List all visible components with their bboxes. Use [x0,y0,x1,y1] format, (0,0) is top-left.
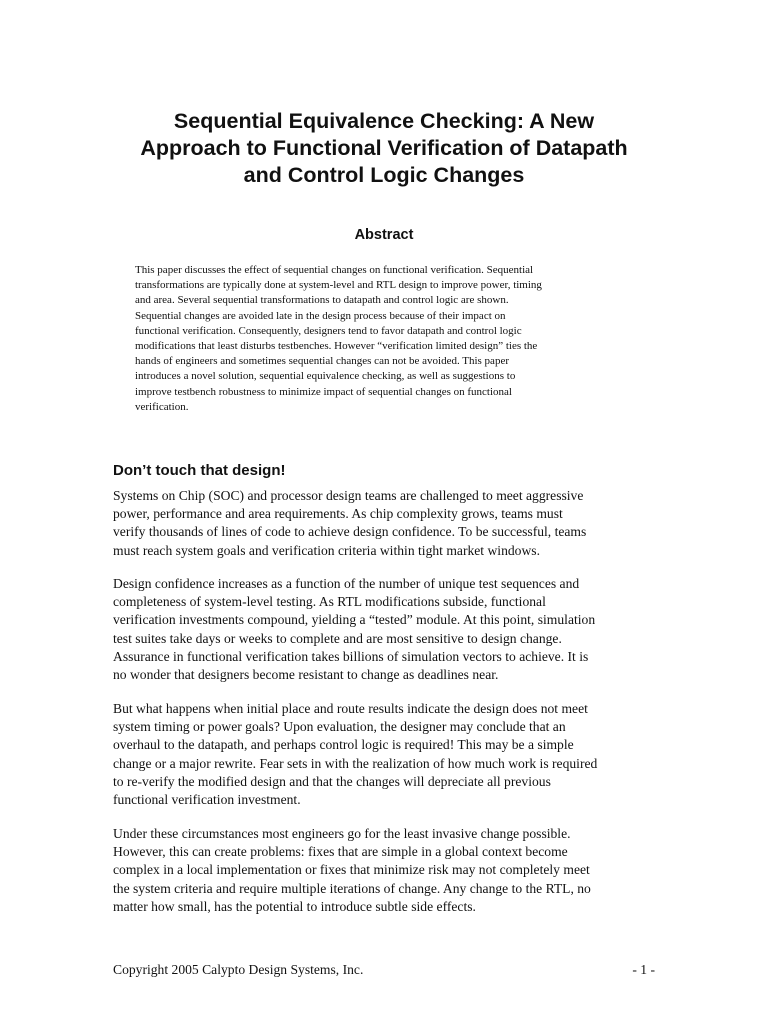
paragraph-line: However, this can create problems: fixes that are simple in a global context become [113,844,568,860]
paragraph-line: matter how small, has the potential to introduce subtle side effects. [113,898,476,914]
paragraph-line: Design confidence increases as a function of the number of unique test sequences and [113,576,580,591]
paragraph-line: Systems on Chip (SOC) and processor design teams are challenged to meet aggressive [113,488,584,503]
abstract-line: Sequential changes are avoided late in the design process because of their impact on [135,309,506,322]
paragraph-line: overhaul to the datapath, and perhaps control logic is required! This may be a simple [113,737,574,753]
paragraph-line: verify thousands of lines of code to achieve design confidence. To be successful, teams [113,524,587,540]
abstract-line: verification. [135,400,189,413]
abstract-line: introduces a novel solution, sequential equivalence checking, as well as suggestions to [135,370,516,383]
body-paragraph [113,575,663,684]
paragraph-line: system timing or power goals? Upon evaluation, the designer may conclude that an [113,719,566,735]
paragraph-line: to re-verify the modified design and that the changes will depreciate all previous [113,773,551,789]
body-paragraph [113,700,663,809]
paragraph-line: test suites take days or weeks to complete and are most sensitive to design change. [113,630,562,646]
body-paragraph [113,825,663,916]
abstract-heading: Abstract [354,227,414,243]
footer-copyright: Copyright 2005 Calypto Design Systems, Inc. [113,962,364,977]
paragraph-line: complex in a local implementation or fixes that minimize risk may not completely meet [113,862,590,878]
title-line: Sequential Equivalence Checking: A New [173,109,595,133]
abstract-line: modifications that least disturbs testbenches. However “verification limited design” ties the [135,340,538,353]
paragraph-line: verification investments compound, yielding a “tested” module. At this point, simulation [113,612,596,628]
section-heading: Don’t touch that design! [113,462,286,479]
abstract-line: and area. Several sequential transformations to datapath and control logic are shown. [135,294,509,307]
body-paragraph [113,487,663,560]
abstract-text [135,263,605,415]
footer-page-number: - 1 - [632,962,655,977]
paragraph-line: completeness of system-level testing. As RTL modifications subside, functional [113,594,546,610]
paragraph-line: no wonder that designers become resistant to change as deadlines near. [113,667,499,683]
paragraph-line: Assurance in functional verification takes billions of simulation vectors to achieve. It is [113,648,589,664]
title-line: and Control Logic Changes [243,163,525,187]
paper-title [100,108,668,189]
abstract-line: This paper discusses the effect of sequential changes on functional verification. Sequential [135,264,534,276]
abstract-line: functional verification. Consequently, designers tend to favor datapath and control logic [135,324,522,337]
paragraph-line: Under these circumstances most engineers go for the least invasive change possible. [113,826,571,841]
abstract-line: transformations are typically done at system-level and RTL design to improve power, timing [135,279,542,292]
paragraph-line: But what happens when initial place and route results indicate the design does not meet [113,701,588,716]
paragraph-line: functional verification investment. [113,792,301,808]
paragraph-line: change or a major rewrite. Fear sets in with the realization of how much work is required [113,755,598,771]
paragraph-line: the system criteria and require multiple iterations of change. Any change to the RTL, no [113,880,591,896]
title-line: Approach to Functional Verification of Datapath [140,136,628,160]
abstract-line: improve testbench robustness to minimize impact of sequential changes on functional [135,385,512,398]
paragraph-line: power, performance and area requirements. As chip complexity grows, teams must [113,506,563,522]
abstract-line: hands of engineers and sometimes sequential changes can not be avoided. This paper [135,355,509,368]
paragraph-line: must reach system goals and verification criteria within tight market windows. [113,542,540,558]
